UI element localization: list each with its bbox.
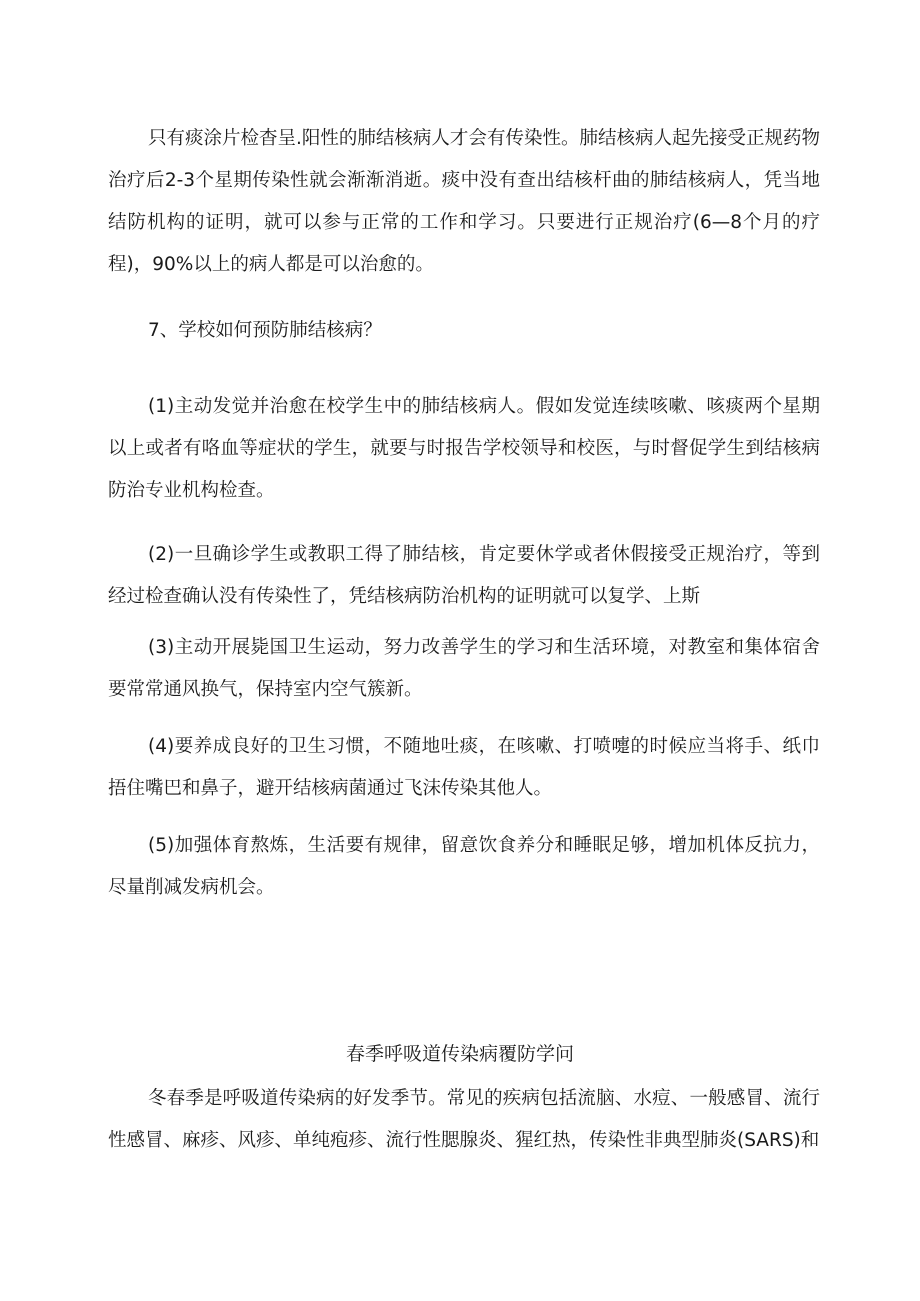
list-item-3: (3)主动开展毙国卫生运动，努力改善学生的学习和生活环境，对教室和集体宿舍要常常通风换气，保持室内空气簇新。 bbox=[108, 637, 820, 700]
list-item-1: (1)主动发觉并治愈在校学生中的肺结核病人。假如发觉连续咳嗽、咳痰两个星期以上或者有咯血等症状的学生，就要与时报告学校领导和校医，与时督促学生到结核病防治专业机构检查。 bbox=[108, 396, 820, 501]
paragraph-tb-infectivity: 只有痰涂片检杳呈.阳性的肺结核病人才会有传染性。肺结核病人起先接受正规药物治疗后2-3个星期传染性就会渐渐消逝。痰中没有查出结核杆曲的肺结核病人，凭当地结防机构的证明，就可以参与正常的工作和学习。只要进行正规治疗(6—8个月的疗程)，90%以上的病人都是可以治愈的。 bbox=[108, 128, 820, 275]
list-item-4: (4)要养成良好的卫生习惯，不随地吐痰，在咳嗽、打喷嚏的时候应当将手、纸巾捂住嘴巴和鼻子，避开结核病菌通过飞沫传染其他人。 bbox=[108, 736, 820, 799]
paragraph-respiratory-diseases: 冬春季是呼吸道传染病的好发季节。常见的疾病包括流脑、水痘、一般感冒、流行性感冒、麻疹、风疹、单纯疱疹、流行性腮腺炎、猩红热，传染性非典型肺炎(SARS)和 bbox=[108, 1088, 820, 1151]
list-item-2: (2)一旦确诊学生或教职工得了肺结核，肯定要休学或者休假接受正规治疗，等到经过检查确认没有传染性了，凭结核病防治机构的证明就可以复学、上斯 bbox=[108, 544, 820, 607]
list-item-5: (5)加强体育熬炼，生活要有规律，留意饮食养分和睡眠足够，增加机体反抗力，尽量削减发病机会。 bbox=[108, 835, 820, 898]
question-heading-7: 7、学校如何预防肺结核病？ bbox=[148, 320, 382, 341]
section-title: 春季呼吸道传染病覆防学问 bbox=[345, 1043, 574, 1065]
